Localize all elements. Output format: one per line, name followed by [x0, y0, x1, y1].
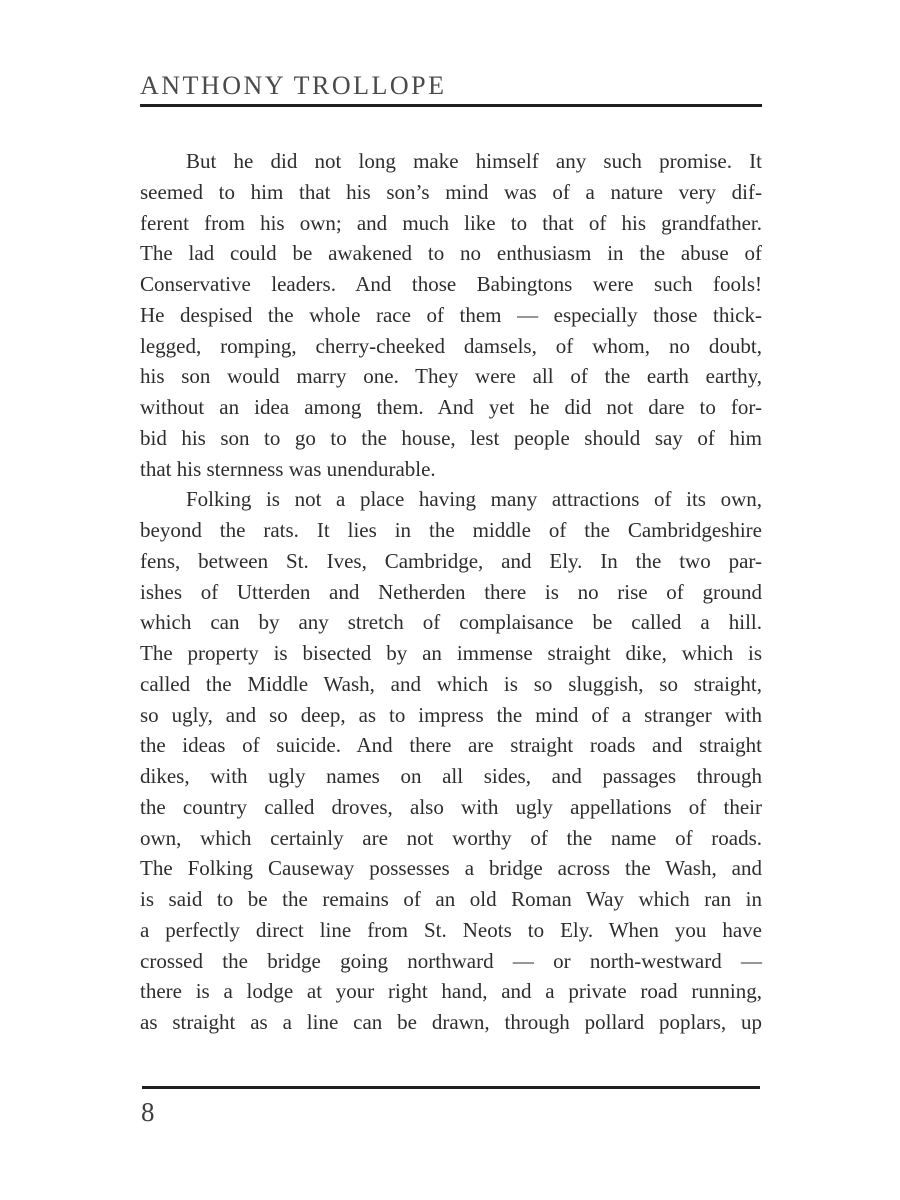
text-line: He despised the whole race of them — especially those thick-	[140, 302, 762, 327]
text-block	[140, 146, 762, 1038]
text-line: seemed to him that his son’s mind was of a nature very dif-	[140, 179, 762, 204]
text-line: The lad could be awakened to no enthusiasm in the abuse of	[140, 241, 762, 266]
text-line: fens, between St. Ives, Cambridge, and Ely. In the two par-	[140, 548, 762, 573]
text-line: the country called droves, also with ugly appellations of their	[140, 794, 762, 819]
header-rule	[140, 104, 762, 107]
text-line: the ideas of suicide. And there are straight roads and straight	[140, 733, 762, 758]
text-line: that his sternness was unendurable.	[140, 456, 436, 481]
text-line: legged, romping, cherry-cheeked damsels, of whom, no doubt,	[140, 333, 762, 358]
text-line: The Folking Causeway possesses a bridge across the Wash, and	[140, 856, 762, 881]
text-line: bid his son to go to the house, lest people should say of him	[140, 425, 762, 450]
text-line: is said to be the remains of an old Roman Way which ran in	[140, 887, 762, 911]
text-line: his son would marry one. They were all of the earth earthy,	[140, 364, 762, 389]
text-line: there is a lodge at your right hand, and a private road running,	[140, 979, 762, 1004]
text-line: own, which certainly are not worthy of the name of roads.	[140, 825, 762, 850]
paragraph	[140, 484, 762, 1038]
text-line: The property is bisected by an immense straight dike, which is	[140, 641, 762, 665]
text-line: as straight as a line can be drawn, through pollard poplars, up	[140, 1010, 762, 1034]
page-number: 8	[141, 1097, 155, 1127]
text-line: dikes, with ugly names on all sides, and passages through	[140, 764, 762, 788]
text-line: ferent from his own; and much like to that of his grandfather.	[140, 210, 762, 235]
text-line: so ugly, and so deep, as to impress the mind of a stranger with	[140, 702, 762, 727]
text-line: a perfectly direct line from St. Neots to Ely. When you have	[140, 917, 762, 942]
footer-rule	[142, 1086, 760, 1089]
text-line: But he did not long make himself any such promise. It	[186, 149, 762, 173]
running-header: ANTHONY TROLLOPE	[140, 71, 447, 100]
text-line: Conservative leaders. And those Babingtons were such fools!	[140, 272, 762, 296]
text-line: which can by any stretch of complaisance be called a hill.	[140, 610, 762, 635]
text-line: ishes of Utterden and Netherden there is no rise of ground	[140, 579, 762, 604]
text-line: called the Middle Wash, and which is so sluggish, so straight,	[140, 671, 762, 696]
paragraph	[140, 146, 762, 484]
text-line: without an idea among them. And yet he did not dare to for-	[140, 395, 762, 419]
text-line: Folking is not a place having many attractions of its own,	[186, 487, 762, 512]
text-line: beyond the rats. It lies in the middle of the Cambridgeshire	[140, 518, 762, 542]
text-line: crossed the bridge going northward — or north-westward —	[140, 948, 762, 973]
